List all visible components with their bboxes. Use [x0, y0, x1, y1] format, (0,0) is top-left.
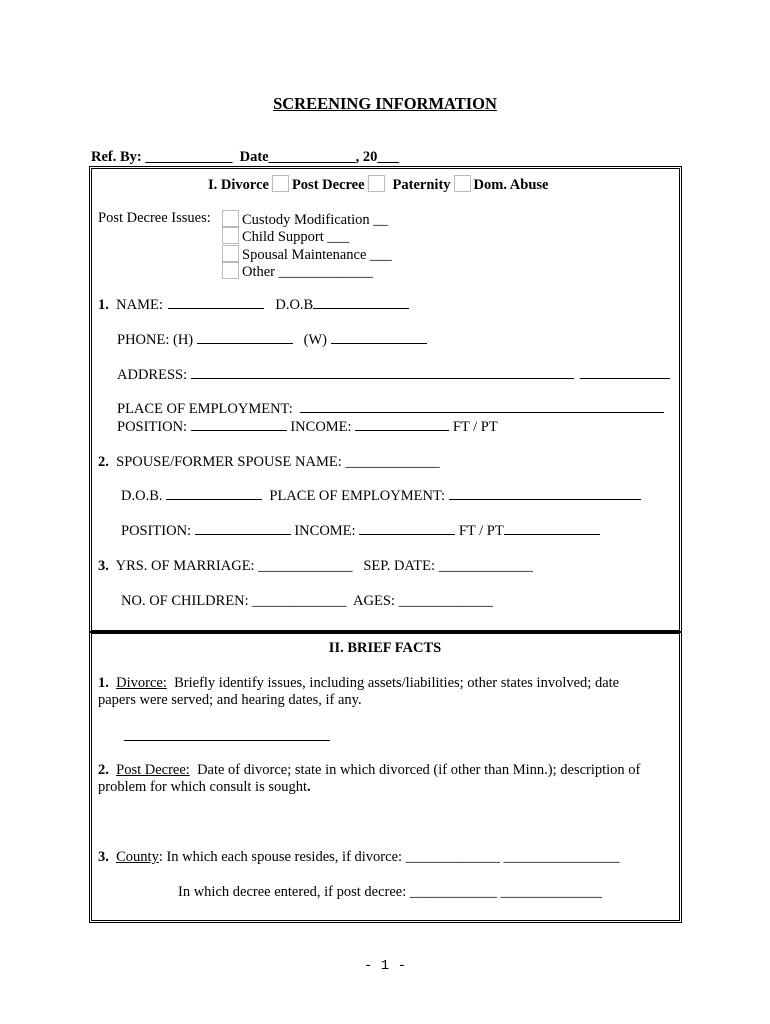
spouse-ftpt-field[interactable] [504, 533, 600, 535]
post-decree-facts-period: . [307, 779, 311, 795]
p2-number: 2. [98, 762, 109, 778]
custody-checkbox[interactable] [222, 210, 239, 227]
divorce-facts-text: Briefly identify issues, including assets/liabilities; other states involved; date [174, 675, 620, 691]
child-support-text: Child Support ___ [242, 229, 350, 245]
spouse-position-field[interactable] [195, 533, 291, 535]
brief-facts-heading: II. BRIEF FACTS [328, 640, 442, 656]
q2-number: 2. [98, 454, 109, 470]
ref-by-field[interactable]: ____________ [145, 149, 233, 165]
date-label: Date [239, 149, 269, 165]
post-decree-facts-text: Date of divorce; state in which divorced (if other than Minn.); description of [197, 762, 641, 778]
ftpt-option[interactable]: FT / PT [452, 419, 498, 435]
paternity-checkbox[interactable] [454, 175, 471, 192]
spouse-income-field[interactable] [359, 533, 455, 535]
case-type-row [208, 175, 548, 194]
county-residence-fields[interactable]: : In which each spouse resides, if divorce: _____________ ________________ [158, 849, 620, 865]
employment-field[interactable] [300, 411, 586, 413]
section1-heading: I. [208, 177, 218, 193]
divorce-facts-answer-line[interactable] [124, 740, 330, 741]
spouse-dob-field[interactable] [166, 498, 262, 500]
q3-number: 3. [98, 558, 109, 574]
reference-line [91, 149, 399, 166]
divorce-facts-line2: papers were served; and hearing dates, if any. [98, 692, 362, 708]
child-support-checkbox[interactable] [222, 227, 239, 244]
dob-field[interactable] [313, 307, 409, 309]
spouse-dob-row [121, 488, 641, 505]
divorce-facts-line1 [98, 675, 619, 692]
marriage-row [98, 558, 533, 575]
spouse-dob-label: D.O.B. [121, 488, 163, 504]
county-label: County [116, 849, 159, 865]
p1-number: 1. [98, 675, 109, 691]
page-number: - 1 - [363, 958, 406, 974]
page-title: SCREENING INFORMATION [273, 94, 497, 113]
ref-by-label: Ref. By: [91, 149, 142, 165]
phone-work-label: (W) [303, 332, 327, 348]
phone-home-field[interactable] [197, 342, 293, 344]
issue-other [219, 262, 373, 281]
phone-home-label: PHONE: (H) [117, 332, 194, 348]
spouse-ftpt-option[interactable]: FT / PT [458, 523, 504, 539]
spouse-position-label: POSITION: [121, 523, 192, 539]
address-label: ADDRESS: [117, 367, 188, 383]
q1-number: 1. [98, 297, 109, 313]
address-field-2[interactable] [580, 377, 670, 379]
address-field[interactable] [191, 377, 574, 379]
employment-label: PLACE OF EMPLOYMENT: [117, 401, 293, 417]
p3-number: 3. [98, 849, 109, 865]
name-label: NAME: [116, 297, 163, 313]
position-row [117, 419, 498, 436]
custody-text: Custody Modification __ [242, 212, 388, 228]
post-decree-facts-line1 [98, 762, 640, 779]
issue-child-support [219, 227, 349, 246]
income-field[interactable] [355, 429, 449, 431]
address-row [117, 367, 670, 384]
income-label: INCOME: [290, 419, 352, 435]
separation-date-field[interactable]: SEP. DATE: _____________ [363, 558, 533, 574]
name-field[interactable] [168, 307, 264, 309]
spouse-employment-field[interactable] [449, 498, 641, 500]
decree-county-field[interactable]: In which decree entered, if post decree: ____________ ______________ [178, 884, 603, 900]
children-ages-field[interactable]: AGES: _____________ [353, 593, 493, 609]
dob-label: D.O.B [275, 297, 314, 313]
year-field[interactable]: , 20___ [355, 149, 400, 165]
post-decree-label: Post Decree [291, 177, 365, 193]
divorce-facts-label: Divorce: [116, 675, 167, 691]
number-of-children-field[interactable]: NO. OF CHILDREN: _____________ [121, 593, 347, 609]
name-row [98, 297, 409, 314]
post-decree-checkbox[interactable] [368, 175, 385, 192]
spouse-name-row [98, 454, 440, 471]
divorce-label: Divorce [220, 177, 269, 193]
post-decree-facts-text2: problem for which consult is sought [98, 779, 308, 795]
county-row [98, 849, 620, 866]
spousal-text: Spousal Maintenance ___ [242, 247, 392, 263]
paternity-label: Paternity [392, 177, 451, 193]
spouse-position-row [121, 523, 600, 540]
divorce-checkbox[interactable] [272, 175, 289, 192]
employment-row [117, 401, 664, 418]
other-text: Other _____________ [242, 264, 373, 280]
spousal-checkbox[interactable] [222, 245, 239, 262]
children-row [121, 593, 493, 610]
post-decree-issues-label: Post Decree Issues: [98, 210, 211, 226]
other-checkbox[interactable] [222, 262, 239, 279]
spouse-employment-label: PLACE OF EMPLOYMENT: [269, 488, 446, 504]
position-field[interactable] [191, 429, 287, 431]
phone-row [117, 332, 427, 349]
spouse-income-label: INCOME: [294, 523, 356, 539]
position-label: POSITION: [117, 419, 188, 435]
dom-abuse-label: Dom. Abuse [473, 177, 549, 193]
spouse-name-field[interactable]: SPOUSE/FORMER SPOUSE NAME: _____________ [116, 454, 440, 470]
employment-field-2[interactable] [586, 411, 664, 413]
date-field[interactable]: ____________ [268, 149, 356, 165]
years-of-marriage-field[interactable]: YRS. OF MARRIAGE: _____________ [115, 558, 353, 574]
post-decree-facts-label: Post Decree: [116, 762, 190, 778]
post-decree-facts-line2 [98, 779, 311, 796]
phone-work-field[interactable] [331, 342, 427, 344]
